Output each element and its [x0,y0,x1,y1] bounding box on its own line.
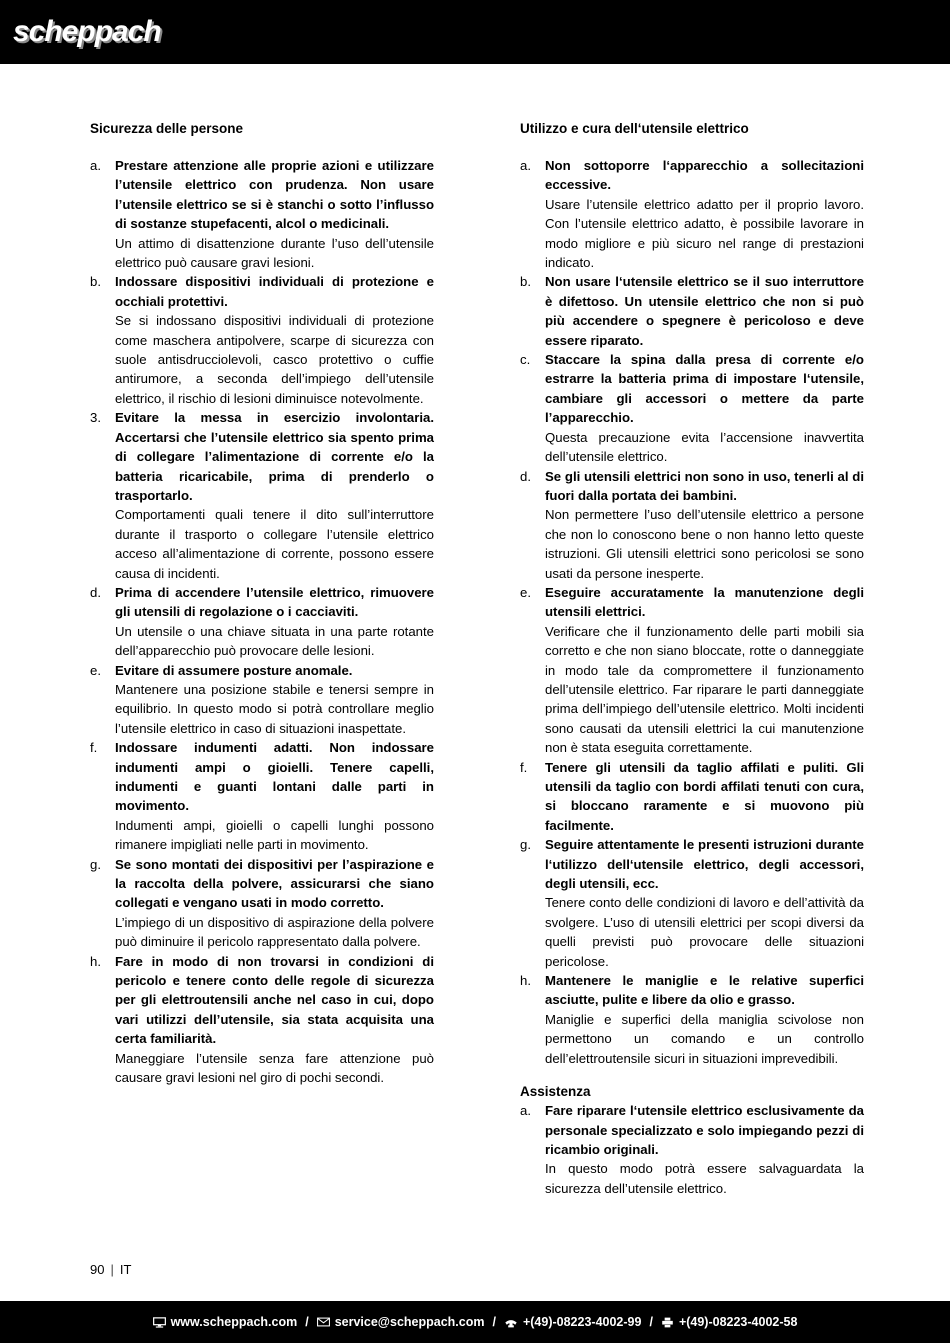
item-text [115,156,434,272]
item-normal-text: Non permettere l’uso dell’utensile elettrico a persone che non lo conoscono bene o non hanno letto queste istruzioni. Gli utensili elettrici sono pericolosi se sono usati da persone inesperte. [545,507,864,581]
item-bold-text: Evitare la messa in esercizio involontaria. Accertarsi che l’utensile elettrico sia spento prima di collegare l’alimentazione di corrente e/o la batteria ricaricabile, prima di prenderlo o trasportarlo. [115,410,434,503]
phone-icon [504,1317,518,1328]
section-heading: Assistenza [520,1084,591,1100]
item-bold-text: Fare in modo di non trovarsi in condizioni di pericolo e tenere conto delle regole di sicurezza per gli elettroutensili anche nel caso in cui, dopo vari utilizzi dell’utensile, sia stata acquisita una certa familiarità. [115,953,434,1047]
left-column [90,121,434,1224]
footer-separator: / [492,1315,496,1329]
item-text [115,583,434,661]
item-bold-text: Prestare attenzione alle proprie azioni e utilizzare l’utensile elettrico con prudenza. Non usare l’utensile elettrico se si è stanchi o sotto l’influsso di sostanze stupefacenti, alcol o medicinali. [115,158,434,232]
item-text [115,408,434,583]
page-number-value: 90 [90,1262,105,1277]
list-item [90,661,434,739]
footer-phone [504,1315,642,1329]
item-bold-text: Non usare l‘utensile elettrico se il suo interruttore è difettoso. Un utensile elettrico che non si può più accendere o spegnere è pericoloso e deve essere riparato. [545,274,864,348]
item-text [545,467,864,583]
footer-website-text: www.scheppach.com [170,1315,298,1329]
item-bold-text: Indossare dispositivi individuali di protezione e occhiali protettivi. [115,274,434,309]
item-normal-text: Maniglie e superfici della maniglia scivolose non permettono un comando e un controllo dell’elettroutensile sicuri in situazioni imprevedibili. [545,1011,864,1066]
item-text [115,272,434,408]
item-marker: b. [90,274,101,290]
item-normal-text: Comportamenti quali tenere il dito sull’interruttore durante il trasporto o collegare l’utensile elettrico acceso all’alimentazione di corrente, possono essere causa di incidenti. [115,507,434,581]
item-normal-text: Indumenti ampi, gioielli o capelli lunghi possono rimanere impigliati nelle parti in movimento. [115,817,434,853]
list-item [520,1101,864,1198]
item-text [545,971,864,1068]
list-item [520,272,864,350]
list-item [520,156,864,272]
item-bold-text: Tenere gli utensili da taglio affilati e puliti. Gli utensili da taglio con bordi affilati tenuti con cura, si bloccano raramente e si muovono più facilmente. [545,759,864,833]
item-text [545,835,864,971]
item-bold-text: Indossare indumenti adatti. Non indossare indumenti ampi o gioielli. Tenere capelli, indumenti e guanti lontani dalle parti in movimento. [115,740,434,814]
list-item [90,583,434,661]
item-text [115,661,434,739]
item-text [545,1101,864,1198]
item-marker: 3. [90,410,101,426]
list-item [520,583,864,758]
item-bold-text: Non sottoporre l‘apparecchio a sollecitazioni eccessive. [545,158,864,193]
item-normal-text: Maneggiare l’utensile senza fare attenzione può causare gravi lesioni nel giro di pochi secondi. [115,1050,434,1086]
item-bold-text: Fare riparare l‘utensile elettrico esclusivamente da personale specializzato e solo impiegando pezzi di ricambio originali. [545,1103,864,1157]
page-number [90,1262,131,1277]
list-item [90,855,434,952]
list-item [90,272,434,408]
footer-fax-text: +(49)-08223-4002-58 [678,1315,798,1329]
item-text [115,952,434,1088]
item-normal-text: Questa precauzione evita l’accensione inavvertita dell’utensile elettrico. [545,429,864,465]
list-item [90,156,434,272]
item-marker: a. [520,158,531,173]
list-item [520,350,864,466]
item-marker: g. [520,837,531,853]
item-normal-text: L’impiego di un dispositivo di aspirazione della polvere può diminuire il pericolo rappresentato dalla polvere. [115,914,434,950]
footer-separator: / [305,1315,309,1329]
item-normal-text: Usare l’utensile elettrico adatto per il proprio lavoro. Con l’utensile elettrico adatto, è possibile lavorare in modo migliore e più sicuro nel range di prestazioni indicato. [545,196,864,271]
item-normal-text: Mantenere una posizione stabile e tenersi sempre in equilibrio. In questo modo si potrà controllare meglio l’utensile elettrico in caso di situazioni inaspettate. [115,681,434,736]
item-normal-text: Verificare che il funzionamento delle parti mobili sia corretto e che non siano bloccate, rotte o danneggiate in modo tale da compromettere il funzionamento dell’utensile elettrico. Far riparare le parti danneggiate prima dell’impiego dell’utensile elettrico. Molti incidenti sono causati da utensili elettrici la cui manutenzione non è stata eseguita correttamente. [545,623,864,756]
section-heading: Utilizzo e cura dell‘utensile elettrico [520,121,749,136]
footer-email-text: service@scheppach.com [334,1315,485,1329]
item-text [545,758,864,836]
footer-bar [0,1301,950,1343]
item-bold-text: Eseguire accuratamente la manutenzione degli utensili elettrici. [545,584,864,620]
list-item [90,408,434,583]
item-normal-text: Un utensile o una chiave situata in una parte rotante dell’apparecchio può provocare delle lesioni. [115,623,434,659]
footer-email [317,1315,485,1329]
footer-website [153,1315,298,1329]
language-code: IT [119,1262,132,1277]
fax-icon [661,1317,674,1328]
list-item [90,738,434,854]
item-text [545,156,864,272]
item-bold-text: Staccare la spina dalla presa di corrente e/o estrarre la batteria prima di impostare l‘utensile, cambiare gli accessori o mettere da parte l’apparecchio. [545,352,864,426]
item-marker: f. [90,740,98,756]
list-item [520,971,864,1068]
item-normal-text: Un attimo di disattenzione durante l’uso dell’utensile elettrico può causare gravi lesioni. [115,235,434,271]
footer-phone-text: +(49)-08223-4002-99 [522,1315,642,1329]
item-bold-text: Mantenere le maniglie e le relative superfici asciutte, pulite e libere da olio e grasso. [545,973,864,1008]
item-marker: d. [520,468,531,484]
right-column [520,121,864,1224]
item-marker: b. [520,274,531,290]
item-text [545,583,864,758]
footer-fax [661,1315,798,1329]
email-icon [317,1317,330,1327]
item-normal-text: Se si indossano dispositivi individuali di protezione come maschera antipolvere, scarpe di sicurezza con suole antisdrucciolevoli, casco protettivo o cuffie antirumore, a seconda dell’impiego dell’utensile elettrico, il rischio di lesioni diminuisce notevolmente. [115,313,434,406]
header-bar [0,0,950,64]
list-item [90,952,434,1088]
item-marker: h. [520,973,531,989]
item-marker: a. [520,1103,531,1119]
item-text [115,855,434,952]
item-marker: e. [520,584,531,600]
page-number-separator: | [110,1262,114,1277]
item-marker: c. [520,352,531,368]
item-bold-text: Se sono montati dei dispositivi per l’aspirazione e la raccolta della polvere, assicurarsi che siano collegati e vengano usati in modo corretto. [115,856,434,911]
item-text [545,272,864,350]
scheppach-logo: scheppach [13,15,161,48]
item-text [545,350,864,466]
item-marker: f. [520,759,528,775]
item-marker: e. [90,662,101,678]
content-area [0,64,950,1224]
item-marker: g. [90,856,101,872]
section-heading: Sicurezza delle persone [90,121,244,136]
web-icon [153,1317,166,1328]
list-item [520,758,864,836]
item-bold-text: Prima di accendere l’utensile elettrico, rimuovere gli utensili di regolazione o i cacciaviti. [115,584,434,620]
footer-separator: / [649,1315,653,1329]
item-text [115,738,434,854]
item-bold-text: Evitare di assumere posture anomale. [115,662,353,678]
item-marker: d. [90,584,101,600]
item-bold-text: Se gli utensili elettrici non sono in uso, tenerli al di fuori dalla portata dei bambini. [545,468,864,503]
item-marker: a. [90,158,101,173]
item-marker: h. [90,953,101,969]
list-item [520,467,864,583]
item-normal-text: In questo modo potrà essere salvaguardata la sicurezza dell’utensile elettrico. [545,1161,864,1196]
list-item [520,835,864,971]
item-normal-text: Tenere conto delle condizioni di lavoro e dell’attività da svolgere. L’uso di utensili elettrici per scopi diversi da quelli previsti può provocare delle situazioni pericolose. [545,895,864,969]
item-bold-text: Seguire attentamente le presenti istruzioni durante l‘utilizzo dell‘utensile elettrico, degli accessori, degli utensili, ecc. [545,837,864,892]
